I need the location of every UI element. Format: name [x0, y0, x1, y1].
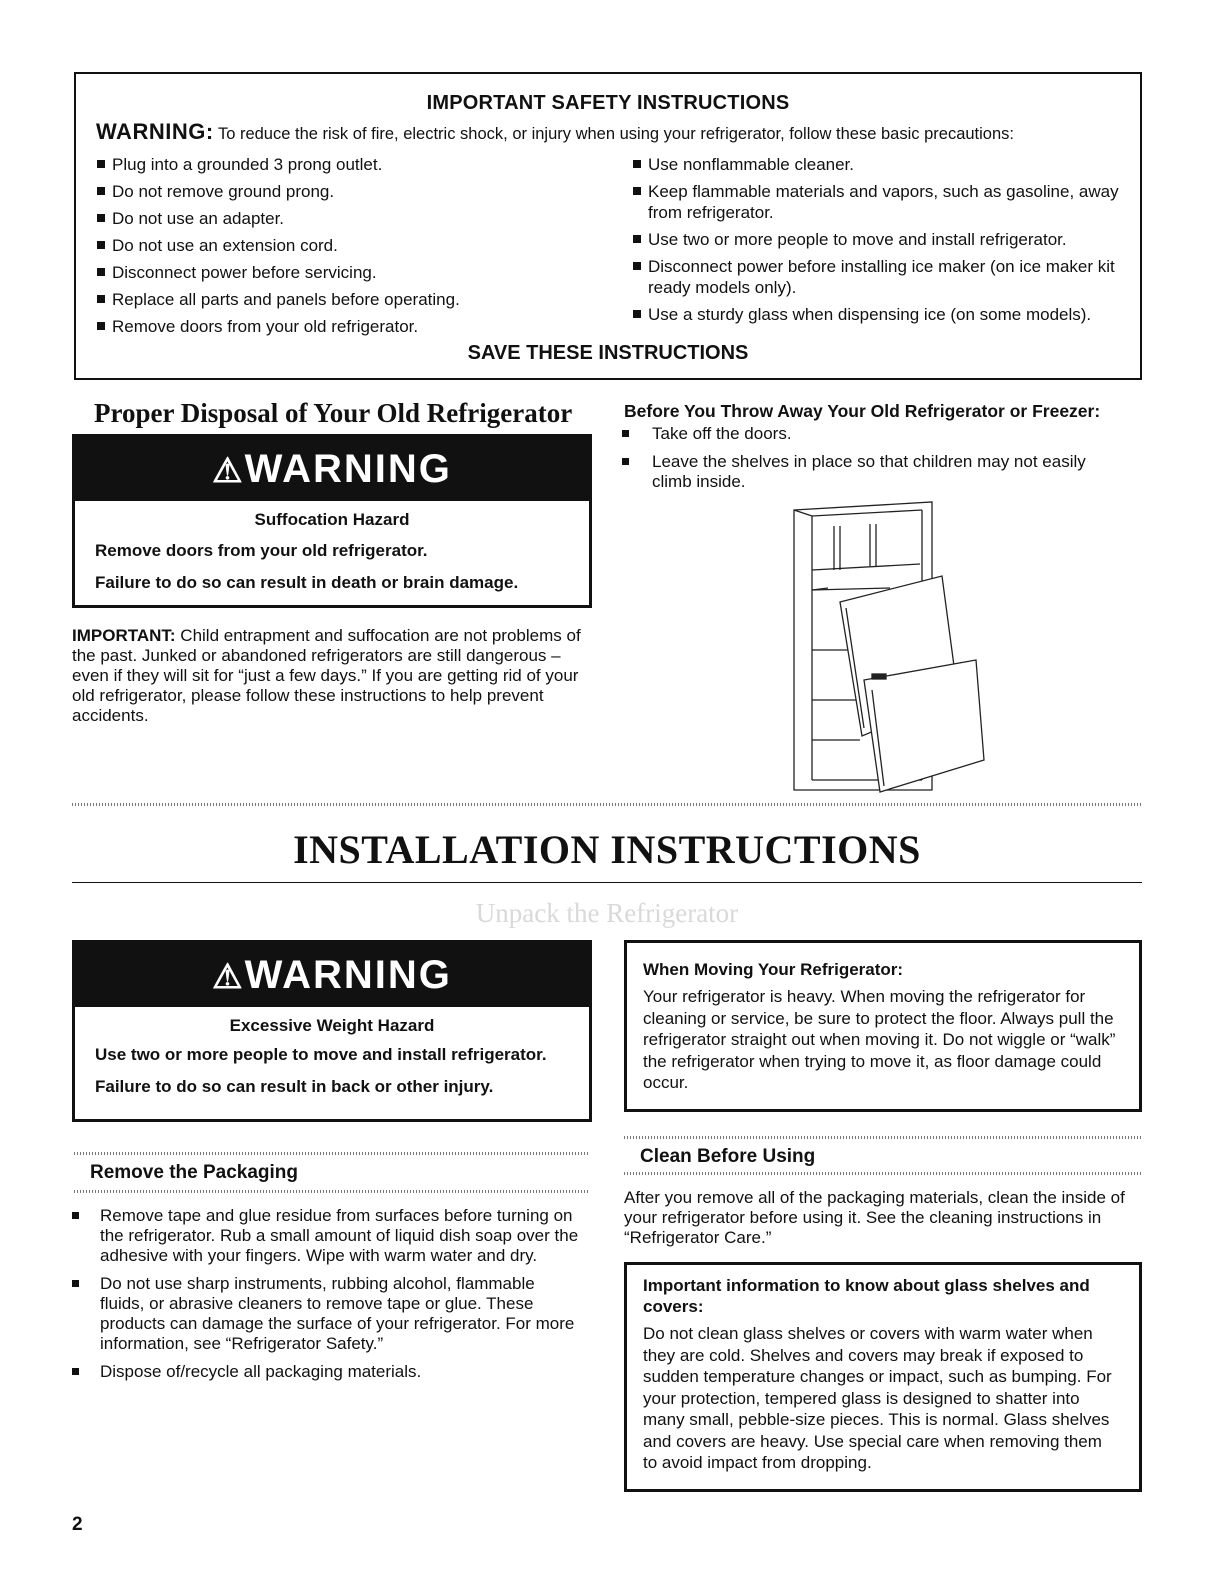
clean-rule-bottom: [624, 1172, 1142, 1175]
disposal-heading: Proper Disposal of Your Old Refrigerator: [94, 398, 573, 428]
clean-rule-top: [624, 1136, 1142, 1139]
warning-word: WARNING: [244, 447, 452, 491]
packaging-rule-bottom: [74, 1190, 590, 1193]
list-item: Remove tape and glue residue from surfaces before turning on the refrigerator. Rub a small amount of liquid dish soap over the adhesive with your fingers. Wipe with warm water and dry.: [70, 1206, 580, 1266]
warning-banner: [75, 943, 589, 1007]
page-number: 2: [72, 1514, 83, 1535]
important-text: Child entrapment and suffocation are not problems of the past. Junked or abandoned refrigerators are still dangerous – even if they will sit for “just a few days.” If you are getting rid of your old refrigerator, please follow these instructions to help prevent accidents.: [72, 626, 581, 725]
warning-label: WARNING:: [96, 119, 214, 144]
list-item: Use a sturdy glass when dispensing ice (on some models).: [632, 304, 1132, 325]
list-item: Use nonflammable cleaner.: [632, 154, 1132, 175]
packaging-rule-top: [74, 1152, 590, 1155]
before-list: [620, 424, 1120, 500]
glass-text: Do not clean glass shelves or covers with warm water when they are cold. Shelves and covers may break if exposed to sudden temperature changes or impact, such as bumping. For your protection, tempered glass is designed to shatter into many small, pebble-size pieces. This is normal. Glass shelves and covers are heavy. Use special care when removing them to avoid impact from dropping.: [643, 1324, 1112, 1472]
safety-warning: [96, 119, 1140, 145]
list-item: Leave the shelves in place so that children may not easily climb inside.: [620, 452, 1120, 492]
glass-heading: Important information to know about glass shelves and covers:: [643, 1276, 1090, 1316]
save-instructions: SAVE THESE INSTRUCTIONS: [467, 342, 749, 364]
list-item: Keep flammable materials and vapors, such as gasoline, away from refrigerator.: [632, 181, 1132, 223]
hazard-name: Excessive Weight Hazard: [229, 1016, 435, 1035]
safety-title: IMPORTANT SAFETY INSTRUCTIONS: [426, 92, 790, 114]
packaging-list: [70, 1206, 580, 1390]
safety-list-left: [96, 154, 586, 343]
unpack-subtitle: Unpack the Refrigerator: [475, 898, 739, 928]
warning-line-1: Remove doors from your old refrigerator.: [95, 541, 428, 560]
section-divider-hatched: [72, 803, 1142, 806]
list-item: Do not use sharp instruments, rubbing alcohol, flammable fluids, or abrasive cleaners to remove tape or glue. These products can damage the surface of your refrigerator. For more information, see “Refrigerator Safety.”: [70, 1274, 580, 1354]
warning-triangle-icon: ⚠: [212, 958, 245, 996]
important-label: IMPORTANT:: [72, 626, 176, 645]
installation-title: INSTALLATION INSTRUCTIONS: [293, 827, 921, 872]
safety-list-right: [632, 154, 1132, 331]
warning-line-2: Failure to do so can result in back or other injury.: [95, 1077, 494, 1096]
suffocation-warning-box: [72, 434, 592, 608]
list-item: Replace all parts and panels before operating.: [96, 289, 586, 310]
list-item: Use two or more people to move and install refrigerator.: [632, 229, 1132, 250]
moving-heading: When Moving Your Refrigerator:: [643, 960, 904, 979]
hazard-name: Suffocation Hazard: [254, 510, 410, 529]
list-item: Do not use an extension cord.: [96, 235, 586, 256]
clean-heading: Clean Before Using: [640, 1146, 816, 1167]
list-item: Disconnect power before servicing.: [96, 262, 586, 283]
glass-info-box: [624, 1262, 1142, 1492]
list-item: Remove doors from your old refrigerator.: [96, 316, 586, 337]
important-paragraph: [72, 626, 592, 726]
moving-box: [624, 940, 1142, 1112]
warning-triangle-icon: ⚠: [212, 452, 245, 490]
clean-text: After you remove all of the packaging materials, clean the inside of your refrigerator before using it. See the cleaning instructions in “Refrigerator Care.”: [624, 1188, 1125, 1247]
list-item: Do not remove ground prong.: [96, 181, 586, 202]
moving-text: Your refrigerator is heavy. When moving the refrigerator for cleaning or service, be sure to protect the floor. Always pull the refrigerator straight out when moving it. Do not wiggle or “walk” the refrigerator when trying to move it, as floor damage could occur.: [643, 987, 1116, 1092]
refrigerator-door-removal-illustration: [780, 500, 1000, 800]
weight-warning-box: [72, 940, 592, 1122]
list-item: Plug into a grounded 3 prong outlet.: [96, 154, 586, 175]
list-item: Dispose of/recycle all packaging materials.: [70, 1362, 580, 1382]
before-heading: Before You Throw Away Your Old Refrigerator or Freezer:: [624, 401, 1101, 421]
list-item: Disconnect power before installing ice maker (on ice maker kit ready models only).: [632, 256, 1132, 298]
warning-text: To reduce the risk of fire, electric shock, or injury when using your refrigerator, follow these basic precautions:: [217, 125, 1014, 143]
warning-line-1: Use two or more people to move and install refrigerator.: [95, 1045, 547, 1064]
title-rule: [72, 882, 1142, 883]
warning-banner: [75, 437, 589, 501]
safety-box: [74, 72, 1142, 380]
warning-line-2: Failure to do so can result in death or brain damage.: [95, 573, 519, 592]
list-item: Take off the doors.: [620, 424, 1120, 444]
list-item: Do not use an adapter.: [96, 208, 586, 229]
warning-word: WARNING: [244, 953, 452, 997]
packaging-heading: Remove the Packaging: [90, 1162, 299, 1183]
